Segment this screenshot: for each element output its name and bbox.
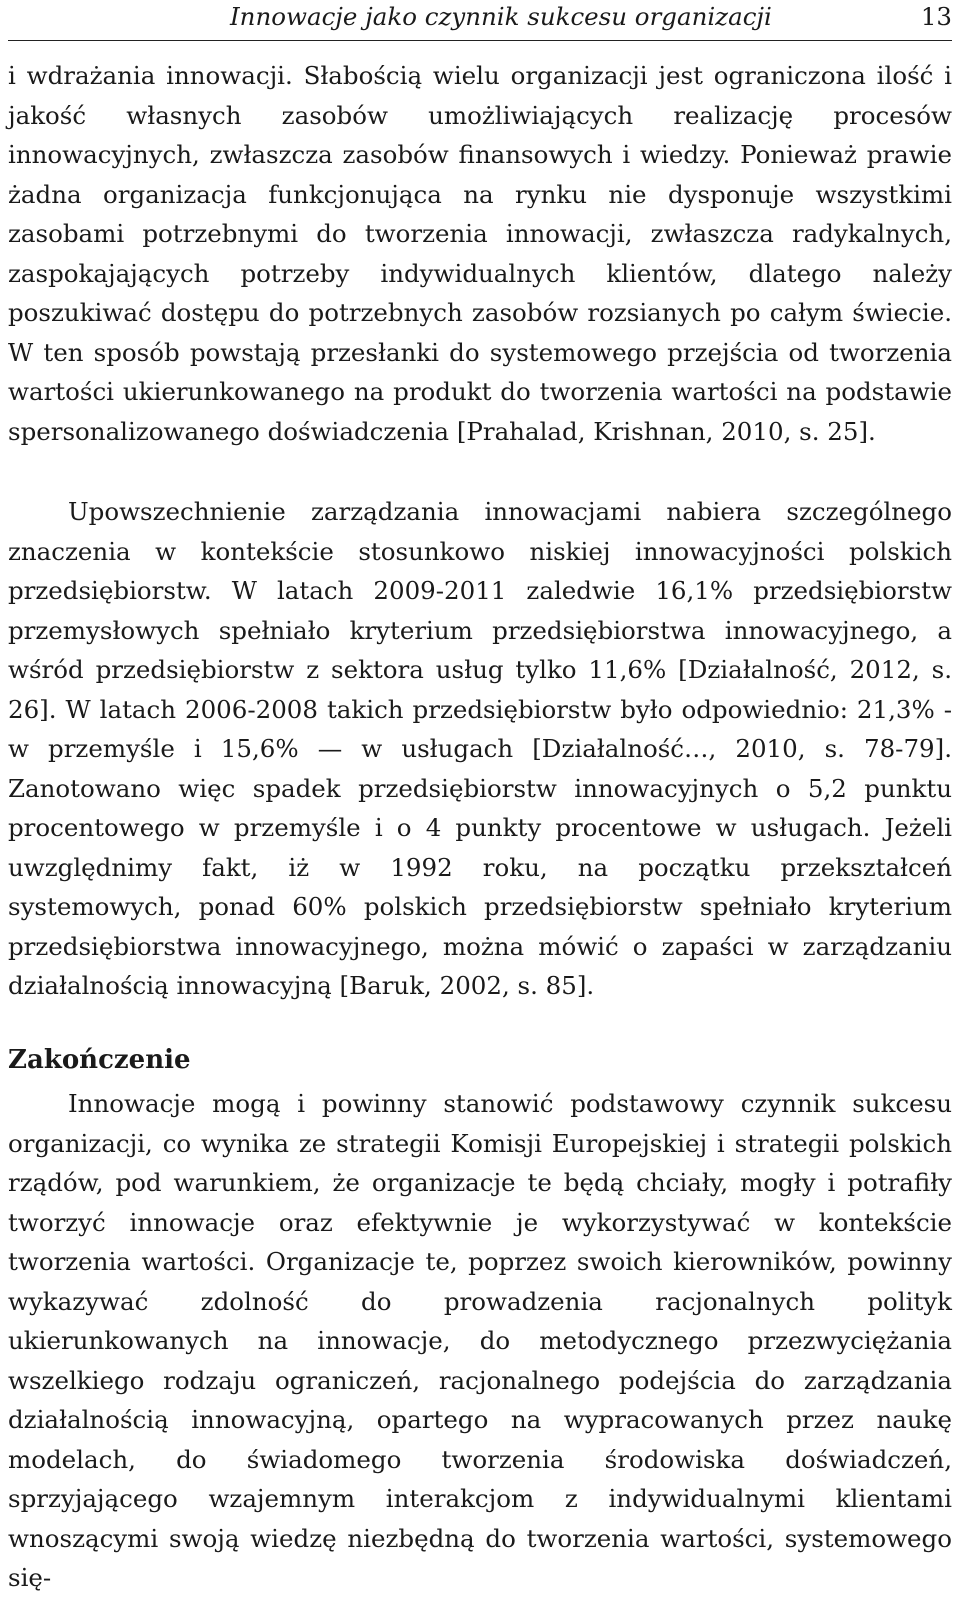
section-heading: Zakończenie xyxy=(8,1045,191,1075)
body-paragraph-2: Upowszechnienie zarządzania innowacjami nabiera szczególnego znaczenia w kontekście stosunkowo niskiej innowacyjności polskich przedsiębiorstw. W latach 2009-2011 zaledwie 16,1% przedsiębiorstw przemysłowych spełniało kryterium przedsiębiorstwa innowacyjnego, a wśród przedsiębiorstw z sektora usług tylko 11,6% [Działalność, 2012, s. 26]. W latach 2006-2008 takich przedsiębiorstw było odpowiednio: 21,3% - w przemyśle i 15,6% — w usługach [Działalność…, 2010, s. 78-79]. Zanotowano więc spadek przedsiębiorstw innowacyjnych o 5,2 punktu procentowego w przemyśle i o 4 punkty procentowe w usługach. Jeżeli uwzględnimy fakt, iż w 1992 roku, na początku przekształceń systemowych, ponad 60% polskich przedsiębiorstw spełniało kryterium przedsiębiorstwa innowacyjnego, można mówić o zapaści w zarządzaniu działalnością innowacyjną [Baruk, 2002, s. 85]. xyxy=(8,497,952,1000)
body-paragraph-1: i wdrażania innowacji. Słabością wielu organizacji jest ograniczona ilość i jakość własnych zasobów umożliwiających realizację procesów innowacyjnych, zwłaszcza zasobów finansowych i wiedzy. Ponieważ prawie żadna organizacja funkcjonująca na rynku nie dysponuje wszystkimi zasobami potrzebnymi do tworzenia innowacji, zwłaszcza radykalnych, zaspokajających potrzeby indywidualnych klientów, dlatego należy poszukiwać dostępu do potrzebnych zasobów rozsianych po całym świecie. W ten sposób powstają przesłanki do systemowego przejścia od tworzenia wartości ukierunkowanego na produkt do tworzenia wartości na podstawie spersonalizowanego doświadczenia [Prahalad, Krishnan, 2010, s. 25]. xyxy=(8,61,952,446)
page-number: 13 xyxy=(920,2,952,31)
page-header xyxy=(8,0,952,41)
body-paragraph-3: Innowacje mogą i powinny stanowić podstawowy czynnik sukcesu organizacji, co wynika ze strategii Komisji Europejskiej i strategii polskich rządów, pod warunkiem, że organizacje te będą chciały, mogły i potrafiły tworzyć innowacje oraz efektywnie je wykorzystywać w kontekście tworzenia wartości. Organizacje te, poprzez swoich kierowników, powinny wykazywać zdolność do prowadzenia racjonalnych polityk ukierunkowanych na innowacje, do metodycznego przezwyciężania wszelkiego rodzaju ograniczeń, racjonalnego podejścia do zarządzania działalnością innowacyjną, opartego na wypracowanych przez naukę modelach, do świadomego tworzenia środowiska doświadczeń, sprzyjającego wzajemnym interakcjom z indywidualnymi klientami wnoszącymi swoją wiedzę niezbędną do tworzenia wartości, systemowego się- xyxy=(8,1089,952,1592)
running-title: Innowacje jako czynnik sukcesu organizacji xyxy=(230,2,772,31)
